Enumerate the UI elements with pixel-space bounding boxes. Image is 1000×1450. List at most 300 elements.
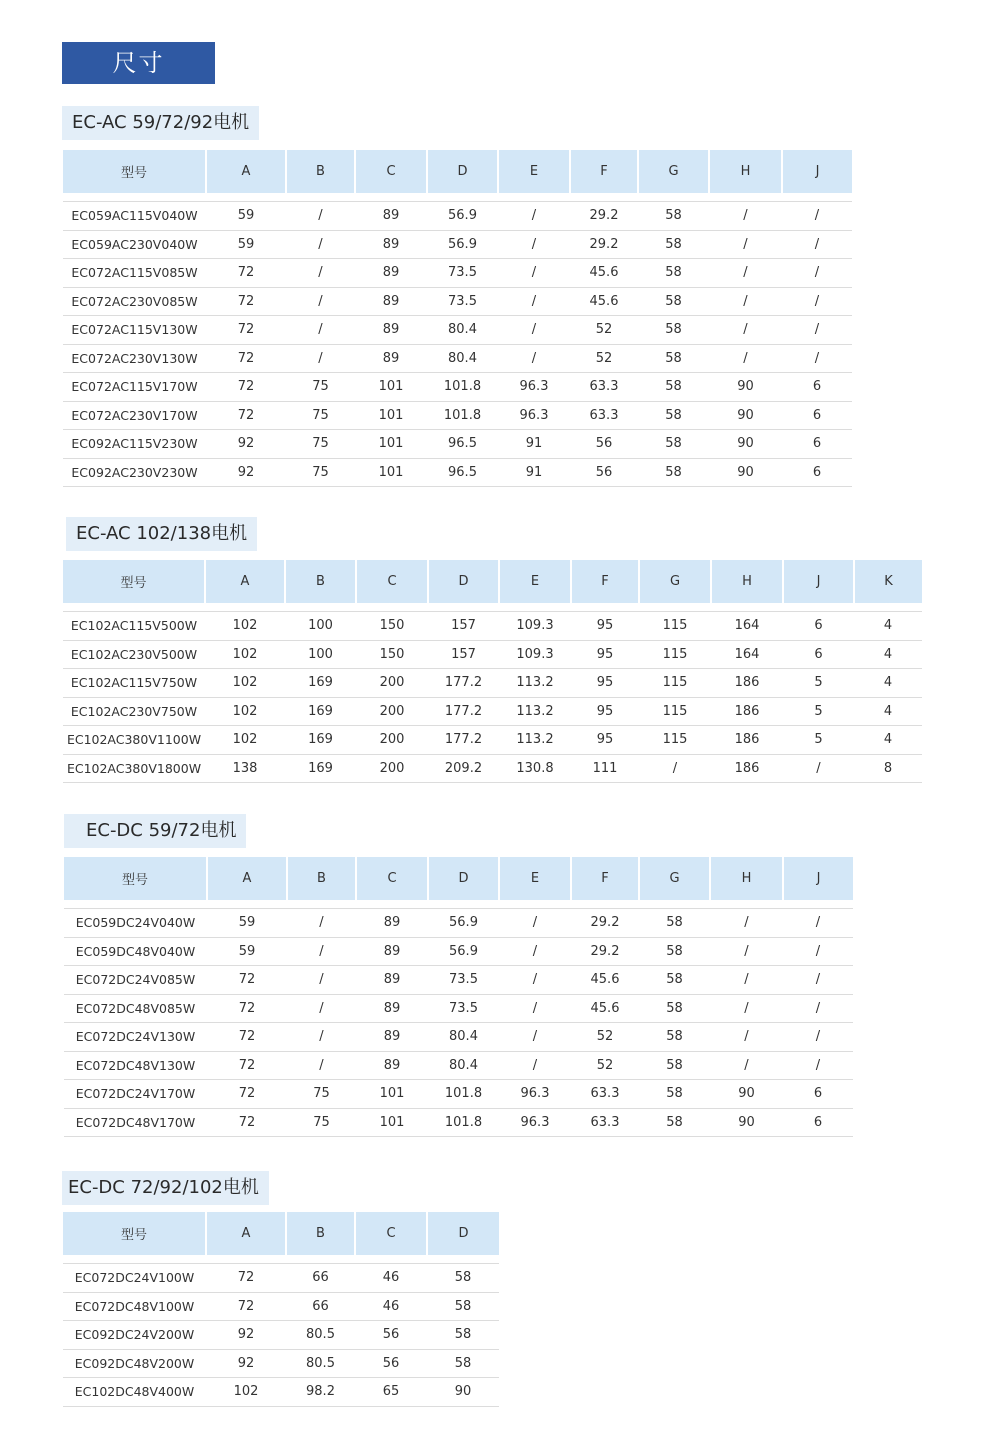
dimension-cell: /	[710, 909, 783, 938]
dimension-cell: 73.5	[427, 259, 498, 288]
dimension-cell: 150	[356, 640, 428, 669]
dimension-cell: 209.2	[428, 754, 499, 783]
dimension-cell: 5	[783, 726, 854, 755]
model-cell: EC072DC48V170W	[64, 1108, 207, 1137]
dimension-cell: /	[710, 1051, 783, 1080]
table-row	[63, 458, 852, 487]
table-row	[63, 202, 852, 231]
dimension-cell: 115	[639, 669, 711, 698]
dimension-cell: 90	[710, 1108, 783, 1137]
model-cell: EC059DC48V040W	[64, 937, 207, 966]
column-header-h: H	[711, 560, 783, 603]
dimension-cell: /	[709, 202, 782, 231]
spacer-cell	[64, 900, 853, 909]
dimension-cell: 6	[782, 458, 852, 487]
model-cell: EC059AC230V040W	[63, 230, 206, 259]
dimension-cell: 59	[207, 937, 287, 966]
dimension-cell: /	[782, 259, 852, 288]
dimension-cell: /	[287, 1023, 356, 1052]
dimension-cell: 72	[206, 373, 286, 402]
dimension-cell: /	[498, 259, 570, 288]
dimension-cell: 89	[355, 259, 427, 288]
dimension-cell: 72	[207, 1108, 287, 1137]
table-row	[63, 316, 852, 345]
dimension-cell: 101	[355, 373, 427, 402]
table-row	[63, 373, 852, 402]
dimension-cell: 72	[206, 1264, 286, 1293]
dimension-cell: 58	[639, 1023, 710, 1052]
dimension-cell: 29.2	[570, 202, 638, 231]
dimension-cell: 58	[639, 1080, 710, 1109]
dimension-cell: 89	[356, 937, 428, 966]
dimension-cell: 58	[427, 1264, 499, 1293]
dimension-cell: /	[782, 230, 852, 259]
table-row	[63, 1321, 499, 1350]
dimension-cell: 95	[571, 669, 639, 698]
column-header-k: K	[854, 560, 922, 603]
dimension-cell: 101.8	[428, 1080, 499, 1109]
dimension-cell: 96.3	[499, 1080, 571, 1109]
dimension-cell: 80.4	[428, 1051, 499, 1080]
dimension-cell: /	[710, 1023, 783, 1052]
dimension-cell: /	[498, 344, 570, 373]
dimension-cell: 109.3	[499, 640, 571, 669]
model-cell: EC072AC115V170W	[63, 373, 206, 402]
dimension-cell: /	[499, 909, 571, 938]
table-row	[63, 612, 922, 641]
dimension-cell: 177.2	[428, 697, 499, 726]
model-cell: EC102AC230V500W	[63, 640, 205, 669]
column-header-c: C	[355, 1212, 427, 1255]
dimension-cell: /	[709, 316, 782, 345]
column-header-f: F	[571, 560, 639, 603]
dimension-table-ec-dc-72-92-102	[63, 1212, 499, 1407]
model-cell: EC072DC24V085W	[64, 966, 207, 995]
dimension-cell: /	[709, 230, 782, 259]
dimension-cell: 89	[356, 966, 428, 995]
dimension-cell: 90	[709, 401, 782, 430]
dimension-cell: 75	[286, 430, 355, 459]
model-cell: EC072DC24V130W	[64, 1023, 207, 1052]
column-header-b: B	[286, 1212, 355, 1255]
dimension-cell: 6	[783, 1108, 853, 1137]
dimension-cell: 4	[854, 612, 922, 641]
dimension-cell: 113.2	[499, 726, 571, 755]
dimension-cell: 101	[356, 1080, 428, 1109]
dimension-cell: 58	[638, 287, 709, 316]
dimension-cell: 46	[355, 1264, 427, 1293]
dimension-cell: 58	[638, 230, 709, 259]
model-cell: EC072AC230V085W	[63, 287, 206, 316]
dimension-cell: 63.3	[570, 373, 638, 402]
dimension-cell: 102	[205, 612, 285, 641]
dimension-cell: 100	[285, 640, 356, 669]
dimension-cell: 113.2	[499, 669, 571, 698]
dimension-cell: 95	[571, 612, 639, 641]
dimension-cell: 72	[206, 401, 286, 430]
dimension-cell: 102	[205, 726, 285, 755]
dimension-cell: /	[499, 994, 571, 1023]
dimension-cell: 63.3	[571, 1108, 639, 1137]
model-cell: EC072DC48V130W	[64, 1051, 207, 1080]
dimension-cell: 58	[638, 458, 709, 487]
dimension-cell: 6	[782, 373, 852, 402]
dimension-cell: 4	[854, 726, 922, 755]
dimension-cell: /	[499, 937, 571, 966]
page-title: 尺寸	[62, 42, 215, 84]
dimension-cell: /	[287, 937, 356, 966]
section-label-ec-ac-59-72-92: EC-AC 59/72/92电机	[62, 106, 259, 140]
column-header-f: F	[571, 857, 639, 900]
dimension-cell: 58	[427, 1321, 499, 1350]
model-cell: EC072DC24V100W	[63, 1264, 206, 1293]
column-header-c: C	[355, 150, 427, 193]
model-cell: EC102AC380V1100W	[63, 726, 205, 755]
spacer-cell	[63, 1255, 499, 1264]
dimension-cell: /	[499, 966, 571, 995]
dimension-cell: 186	[711, 697, 783, 726]
column-header-d: D	[428, 857, 499, 900]
dimension-cell: /	[287, 1051, 356, 1080]
dimension-cell: 59	[206, 230, 286, 259]
dimension-cell: 45.6	[571, 994, 639, 1023]
header-row	[63, 560, 922, 603]
dimension-cell: 5	[783, 697, 854, 726]
dimension-cell: 186	[711, 754, 783, 783]
column-header-a: A	[206, 1212, 286, 1255]
dimension-cell: 58	[639, 909, 710, 938]
dimension-cell: 58	[638, 259, 709, 288]
dimension-cell: 56	[570, 458, 638, 487]
dimension-cell: /	[498, 316, 570, 345]
dimension-cell: 89	[356, 1023, 428, 1052]
dimension-cell: 92	[206, 430, 286, 459]
dimension-cell: 58	[427, 1292, 499, 1321]
table-row	[63, 430, 852, 459]
dimension-cell: 96.3	[498, 373, 570, 402]
section-label-ec-dc-59-72: EC-DC 59/72电机	[64, 814, 246, 848]
dimension-cell: 58	[639, 994, 710, 1023]
header-row	[63, 1212, 499, 1255]
dimension-cell: 45.6	[570, 287, 638, 316]
dimension-cell: 65	[355, 1378, 427, 1407]
dimension-cell: 72	[207, 1023, 287, 1052]
dimension-cell: /	[287, 909, 356, 938]
column-header-c: C	[356, 560, 428, 603]
dimension-cell: 72	[206, 287, 286, 316]
table-row	[63, 259, 852, 288]
dimension-cell: 91	[498, 430, 570, 459]
dimension-cell: 58	[638, 344, 709, 373]
model-cell: EC072AC230V130W	[63, 344, 206, 373]
dimension-cell: 98.2	[286, 1378, 355, 1407]
dimension-cell: /	[782, 202, 852, 231]
dimension-cell: /	[287, 994, 356, 1023]
dimension-cell: 96.5	[427, 430, 498, 459]
table-row	[64, 909, 853, 938]
dimension-cell: 58	[638, 202, 709, 231]
header-row	[63, 150, 852, 193]
dimension-cell: 6	[783, 640, 854, 669]
dimension-cell: 89	[355, 316, 427, 345]
spacer-cell	[63, 603, 922, 612]
section-label-ec-dc-72-92-102: EC-DC 72/92/102电机	[62, 1171, 269, 1205]
column-header-a: A	[207, 857, 287, 900]
dimension-cell: 186	[711, 669, 783, 698]
model-cell: EC102AC115V750W	[63, 669, 205, 698]
dimension-cell: 66	[286, 1264, 355, 1293]
dimension-cell: 56.9	[428, 937, 499, 966]
dimension-cell: 58	[638, 316, 709, 345]
dimension-cell: 177.2	[428, 726, 499, 755]
dimension-cell: 58	[638, 401, 709, 430]
dimension-cell: 56.9	[428, 909, 499, 938]
column-header-d: D	[427, 150, 498, 193]
table-row	[63, 1264, 499, 1293]
dimension-cell: /	[498, 202, 570, 231]
column-header-c: C	[356, 857, 428, 900]
dimension-cell: /	[286, 230, 355, 259]
table-row	[63, 1349, 499, 1378]
model-cell: EC072AC115V085W	[63, 259, 206, 288]
dimension-cell: /	[499, 1023, 571, 1052]
dimension-cell: /	[710, 994, 783, 1023]
dimension-cell: /	[783, 1023, 853, 1052]
column-header-j: J	[782, 150, 852, 193]
dimension-table-ec-ac-59-72-92	[63, 150, 852, 487]
column-header-a: A	[205, 560, 285, 603]
dimension-cell: 72	[207, 994, 287, 1023]
dimension-cell: 113.2	[499, 697, 571, 726]
dimension-cell: 56	[570, 430, 638, 459]
dimension-cell: 95	[571, 726, 639, 755]
dimension-cell: /	[499, 1051, 571, 1080]
dimension-cell: 56	[355, 1349, 427, 1378]
dimension-cell: 90	[427, 1378, 499, 1407]
table-row	[64, 966, 853, 995]
column-header-j: J	[783, 560, 854, 603]
dimension-cell: /	[286, 287, 355, 316]
dimension-cell: 58	[639, 937, 710, 966]
dimension-cell: 89	[355, 287, 427, 316]
dimension-cell: 56.9	[427, 202, 498, 231]
dimension-cell: 59	[207, 909, 287, 938]
dimension-cell: 200	[356, 754, 428, 783]
column-header-model: 型号	[63, 560, 205, 603]
dimension-cell: 92	[206, 458, 286, 487]
dimension-cell: /	[782, 344, 852, 373]
dimension-cell: 75	[287, 1080, 356, 1109]
model-cell: EC102DC48V400W	[63, 1378, 206, 1407]
dimension-cell: 58	[638, 373, 709, 402]
dimension-cell: 29.2	[571, 909, 639, 938]
dimension-cell: 101.8	[427, 401, 498, 430]
model-cell: EC072AC115V130W	[63, 316, 206, 345]
dimension-cell: 96.3	[498, 401, 570, 430]
dimension-cell: 115	[639, 640, 711, 669]
table-row	[64, 1108, 853, 1137]
dimension-cell: 52	[570, 316, 638, 345]
dimension-cell: 58	[427, 1349, 499, 1378]
dimension-cell: 90	[709, 430, 782, 459]
dimension-cell: 75	[286, 373, 355, 402]
table-row	[63, 230, 852, 259]
dimension-cell: 164	[711, 612, 783, 641]
section-label-ec-ac-102-138: EC-AC 102/138电机	[66, 517, 257, 551]
dimension-cell: 75	[286, 401, 355, 430]
dimension-cell: 169	[285, 697, 356, 726]
column-header-a: A	[206, 150, 286, 193]
dimension-cell: /	[783, 994, 853, 1023]
dimension-cell: /	[286, 259, 355, 288]
model-cell: EC059AC115V040W	[63, 202, 206, 231]
dimension-cell: 102	[205, 697, 285, 726]
dimension-cell: 4	[854, 669, 922, 698]
dimension-cell: 46	[355, 1292, 427, 1321]
dimension-cell: 90	[709, 458, 782, 487]
dimension-cell: 157	[428, 640, 499, 669]
dimension-cell: 52	[571, 1051, 639, 1080]
column-header-b: B	[287, 857, 356, 900]
dimension-table-ec-dc-59-72	[64, 857, 853, 1137]
model-cell: EC102AC380V1800W	[63, 754, 205, 783]
dimension-cell: 59	[206, 202, 286, 231]
dimension-cell: 95	[571, 640, 639, 669]
dimension-cell: 101	[356, 1108, 428, 1137]
dimension-cell: /	[286, 202, 355, 231]
dimension-cell: /	[710, 966, 783, 995]
dimension-cell: 91	[498, 458, 570, 487]
model-cell: EC092DC48V200W	[63, 1349, 206, 1378]
dimension-cell: 109.3	[499, 612, 571, 641]
dimension-cell: 96.3	[499, 1108, 571, 1137]
dimension-cell: /	[782, 316, 852, 345]
dimension-cell: 29.2	[571, 937, 639, 966]
column-header-model: 型号	[64, 857, 207, 900]
model-cell: EC092DC24V200W	[63, 1321, 206, 1350]
dimension-cell: 58	[638, 430, 709, 459]
table-row	[63, 1378, 499, 1407]
dimension-cell: 56.9	[427, 230, 498, 259]
dimension-table-ec-ac-102-138	[63, 560, 922, 783]
dimension-cell: 63.3	[570, 401, 638, 430]
model-cell: EC072DC48V100W	[63, 1292, 206, 1321]
model-cell: EC092AC230V230W	[63, 458, 206, 487]
dimension-cell: /	[498, 287, 570, 316]
column-header-e: E	[499, 857, 571, 900]
table-row	[63, 754, 922, 783]
dimension-cell: 89	[356, 1051, 428, 1080]
dimension-cell: 177.2	[428, 669, 499, 698]
table-row	[63, 669, 922, 698]
dimension-cell: 72	[206, 344, 286, 373]
dimension-cell: 115	[639, 612, 711, 641]
column-header-f: F	[570, 150, 638, 193]
table-row	[63, 287, 852, 316]
dimension-cell: /	[783, 1051, 853, 1080]
dimension-cell: 45.6	[571, 966, 639, 995]
dimension-cell: 89	[355, 202, 427, 231]
dimension-cell: 6	[782, 430, 852, 459]
dimension-cell: 115	[639, 697, 711, 726]
dimension-cell: 200	[356, 669, 428, 698]
model-cell: EC059DC24V040W	[64, 909, 207, 938]
dimension-cell: 102	[205, 669, 285, 698]
column-header-j: J	[783, 857, 853, 900]
dimension-cell: 111	[571, 754, 639, 783]
dimension-cell: 80.5	[286, 1321, 355, 1350]
dimension-cell: 89	[355, 344, 427, 373]
dimension-cell: 157	[428, 612, 499, 641]
dimension-cell: /	[498, 230, 570, 259]
model-cell: EC102AC115V500W	[63, 612, 205, 641]
dimension-cell: 58	[639, 966, 710, 995]
spacer-cell	[63, 193, 852, 202]
table-row	[64, 1080, 853, 1109]
column-header-e: E	[498, 150, 570, 193]
dimension-cell: 72	[206, 316, 286, 345]
dimension-cell: 80.4	[428, 1023, 499, 1052]
dimension-cell: 72	[207, 1080, 287, 1109]
model-cell: EC072AC230V170W	[63, 401, 206, 430]
dimension-cell: 80.5	[286, 1349, 355, 1378]
dimension-cell: 8	[854, 754, 922, 783]
header-spacer	[63, 1255, 499, 1264]
dimension-cell: 92	[206, 1321, 286, 1350]
dimension-cell: /	[286, 344, 355, 373]
dimension-cell: 52	[570, 344, 638, 373]
column-header-model: 型号	[63, 1212, 206, 1255]
dimension-cell: /	[783, 937, 853, 966]
dimension-cell: 186	[711, 726, 783, 755]
dimension-cell: 164	[711, 640, 783, 669]
column-header-b: B	[285, 560, 356, 603]
dimension-cell: 80.4	[427, 316, 498, 345]
dimension-cell: 6	[782, 401, 852, 430]
dimension-cell: 101.8	[428, 1108, 499, 1137]
column-header-h: H	[710, 857, 783, 900]
dimension-cell: 72	[206, 259, 286, 288]
dimension-cell: 90	[710, 1080, 783, 1109]
column-header-g: G	[639, 560, 711, 603]
dimension-cell: 63.3	[571, 1080, 639, 1109]
table-row	[63, 1292, 499, 1321]
dimension-cell: 73.5	[428, 994, 499, 1023]
dimension-cell: 5	[783, 669, 854, 698]
dimension-cell: 95	[571, 697, 639, 726]
table-row	[64, 1051, 853, 1080]
dimension-cell: 75	[286, 458, 355, 487]
dimension-cell: /	[783, 966, 853, 995]
dimension-cell: 102	[206, 1378, 286, 1407]
table-row	[63, 726, 922, 755]
model-cell: EC092AC115V230W	[63, 430, 206, 459]
column-header-g: G	[638, 150, 709, 193]
table-row	[63, 401, 852, 430]
dimension-cell: /	[709, 259, 782, 288]
dimension-cell: 169	[285, 669, 356, 698]
table-row	[64, 994, 853, 1023]
column-header-model: 型号	[63, 150, 206, 193]
table-row	[64, 1023, 853, 1052]
dimension-cell: 92	[206, 1349, 286, 1378]
dimension-cell: 58	[639, 1051, 710, 1080]
dimension-cell: 169	[285, 754, 356, 783]
dimension-cell: /	[287, 966, 356, 995]
table-row	[63, 344, 852, 373]
dimension-cell: /	[639, 754, 711, 783]
column-header-h: H	[709, 150, 782, 193]
